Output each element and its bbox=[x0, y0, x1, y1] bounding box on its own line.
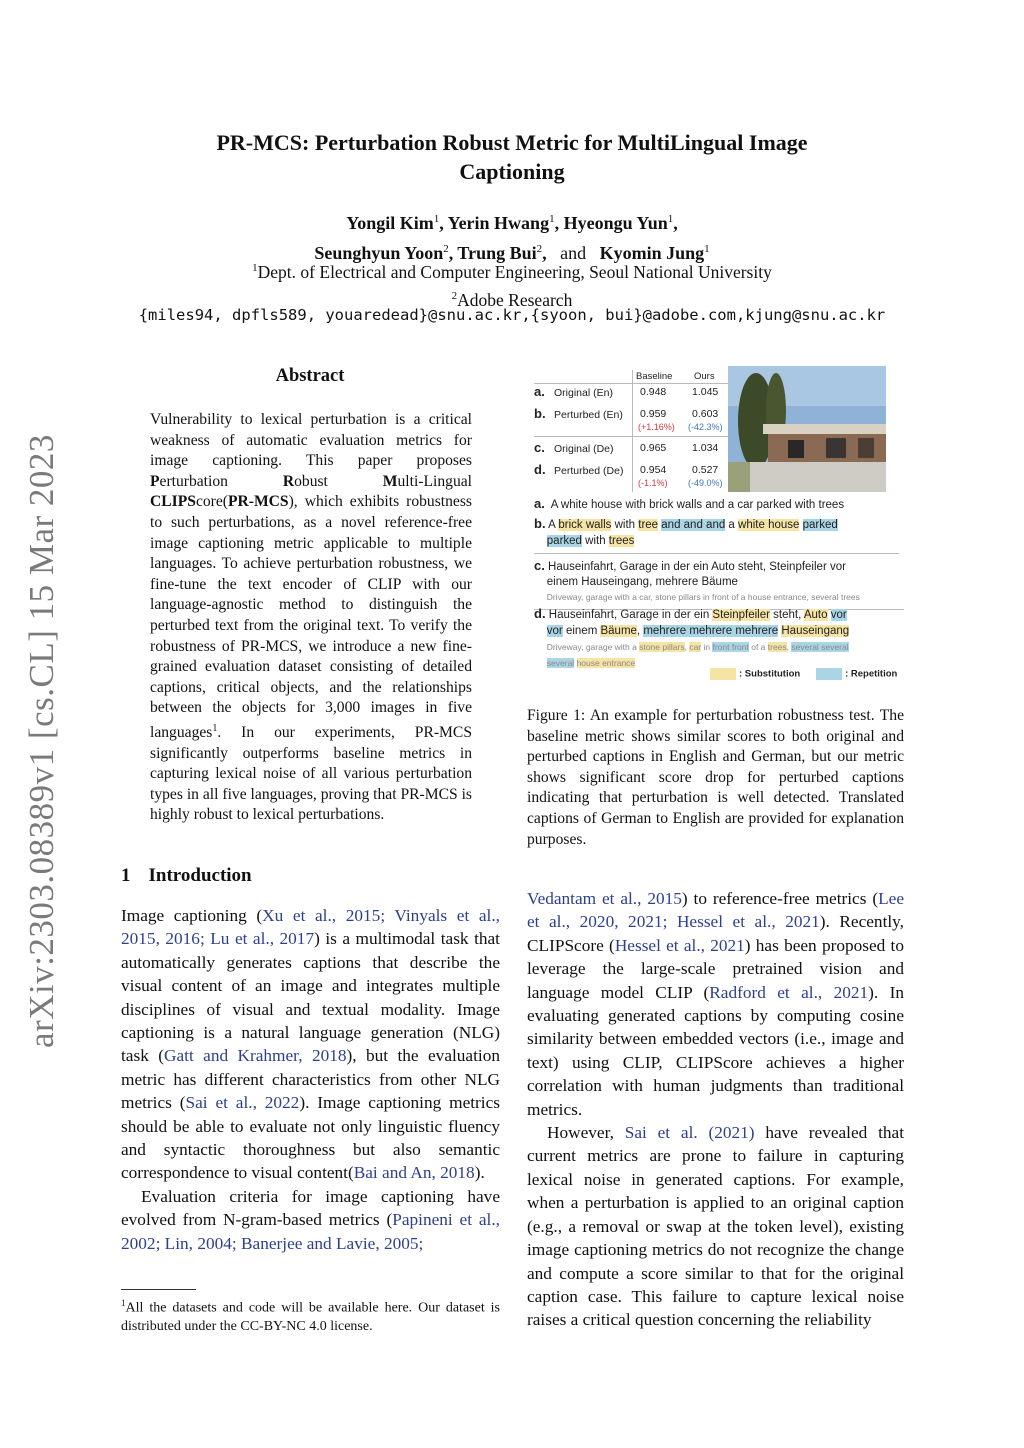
author-list: Yongil Kim$^1$, Yerin Hwang$^1$, Hyeongu Yun$^1$, Seunghyun Yoon$^2$, Trung Bui$^2$, and Kyomin Jung$^1$ bbox=[314, 213, 710, 263]
text: ), but the evaluation metric has different characteristics from other NLG metrics ( bbox=[121, 1046, 500, 1113]
right-column-text bbox=[527, 887, 904, 1332]
house-image bbox=[728, 366, 886, 492]
citation-link[interactable]: Lee et al., 2020, 2021; Hessel et al., 2021 bbox=[527, 889, 904, 932]
affiliation-2: Adobe Research bbox=[457, 289, 573, 310]
citation-link[interactable]: Radford et al., 2021 bbox=[709, 982, 869, 1002]
caption-b: b. A brick walls with tree and and and a white house parked parked with trees bbox=[534, 516, 899, 554]
author-emails: {miles94, dpfls589, youaredead}@snu.ac.kr,{syoon, bui}@adobe.com,kjung@snu.ac.kr bbox=[138, 306, 886, 324]
affiliation-mark: 1 bbox=[704, 243, 710, 255]
paragraph bbox=[121, 1185, 500, 1255]
baseline-score: 0.959 bbox=[640, 408, 667, 420]
row-label: b. bbox=[534, 406, 546, 421]
ours-score: 0.527 bbox=[692, 464, 719, 476]
caption-c bbox=[534, 558, 904, 610]
row-name: Perturbed (De) bbox=[554, 465, 624, 477]
substitution-swatch bbox=[710, 668, 736, 680]
affiliation-mark: 2 bbox=[451, 289, 458, 302]
author-name: Kyomin Jung bbox=[599, 243, 705, 263]
figure-legend bbox=[710, 668, 897, 680]
legend-label: : Repetition bbox=[845, 668, 898, 680]
citation-link[interactable]: Bai and An, 2018 bbox=[353, 1163, 475, 1183]
affiliations bbox=[100, 256, 924, 312]
acronym-letter: R bbox=[282, 472, 295, 490]
section-title: Introduction bbox=[148, 865, 252, 886]
affiliation-1: Dept. of Electrical and Computer Engineering, Seoul National University bbox=[257, 261, 772, 282]
caption-text: Hauseinfahrt, Garage in der ein Auto steht, Steinpfeiler vor bbox=[548, 561, 846, 573]
citation-link[interactable]: Gatt and Krahmer, 2018 bbox=[164, 1046, 347, 1066]
affiliation-mark: 1 bbox=[549, 213, 555, 225]
title-line-1: PR-MCS: Perturbation Robust Metric for MultiLingual Image bbox=[216, 130, 808, 155]
affiliation-mark: 1 bbox=[252, 262, 258, 274]
footnote-rule bbox=[121, 1289, 196, 1290]
repetition-swatch bbox=[816, 668, 842, 680]
legend-label: : Substitution bbox=[739, 668, 801, 680]
text: Image captioning ( bbox=[121, 906, 263, 925]
text: ) has been proposed to leverage the large-scale pretrained vision and language model CLIP ( bbox=[527, 935, 904, 1002]
ours-score: 1.045 bbox=[692, 386, 719, 398]
text: ). Image captioning metrics should be able to evaluate not only linguistic fluency and syntactic thoroughness but also semantic correspondence to visual content( bbox=[121, 1093, 500, 1183]
row-label: b. bbox=[534, 516, 546, 531]
text: ) to reference-free metrics ( bbox=[681, 889, 879, 908]
abstract-body bbox=[150, 410, 472, 826]
text: ). In evaluating generated captions by computing cosine similarity between embedded vectors (i.e., image and text) using CLIP, CLIPScore achieves a higher correlation with human judgments than traditional metrics. bbox=[527, 982, 904, 1119]
citation-link[interactable]: Vedantam et al., 2015 bbox=[527, 889, 682, 908]
score-table bbox=[534, 366, 728, 492]
acronym-letter: M bbox=[382, 472, 398, 490]
abstract-heading: Abstract bbox=[275, 366, 345, 386]
text: However, bbox=[547, 1123, 625, 1143]
row-label: c. bbox=[534, 558, 545, 573]
abstract-text: obust bbox=[294, 472, 383, 490]
footnote-mark[interactable]: 1 bbox=[212, 722, 218, 734]
row-label: a. bbox=[534, 384, 545, 399]
figure-caption: Figure 1: An example for perturbation robustness test. The baseline metric shows similar scores to both original and perturbed captions in English and German, but our metric shows significant score drop for perturbed captions indicating that perturbation is well detected. Translated captions of German to English are provided for explanation purposes. bbox=[527, 707, 904, 848]
citation-link[interactable]: Papineni et al., 2002; Lin, 2004; Banerjee and Lavie, 2005; bbox=[121, 1210, 501, 1253]
ours-score: 0.603 bbox=[692, 408, 719, 420]
footnote-mark: 1 bbox=[121, 1298, 126, 1308]
arxiv-stamp: arXiv:2303.08389v1 [cs.CL] 15 Mar 2023 bbox=[22, 434, 61, 1048]
translation-text: Driveway, garage with a car, stone pillars in front of a house entrance, several trees bbox=[546, 592, 860, 602]
author-name: Hyeongu Yun bbox=[563, 213, 668, 233]
citation-link[interactable]: Sai et al., 2022 bbox=[185, 1093, 300, 1113]
house-photo bbox=[728, 366, 886, 492]
baseline-score: 0.954 bbox=[640, 464, 667, 476]
row-label: c. bbox=[534, 440, 545, 455]
caption-d: d. Hauseinfahrt, Garage in der ein Steinpfeiler steht, Auto vor vor einem Bäume, mehrere mehrere mehrere Hauseingang Driveway, garage with a stone pillars, car in front front of a trees, several several several house entrance bbox=[534, 606, 850, 668]
ours-score: 1.034 bbox=[692, 442, 719, 454]
abstract-text: Vulnerability to lexical perturbation is a critical weakness of automatic evaluation metrics for image captioning. This paper proposes bbox=[150, 411, 472, 470]
acronym: PR-MCS bbox=[227, 493, 289, 511]
paragraph bbox=[527, 1121, 904, 1332]
text: ) is a multimodal task that automatically generates captions that describe the visual content of an image and integrates multiple disciplines of visual and textual modality. Image captioning is a natural language generation (NLG) task ( bbox=[121, 929, 500, 1066]
column-header-ours: Ours bbox=[694, 371, 715, 382]
caption-text: A white house with brick walls and a car parked with trees bbox=[550, 499, 845, 511]
baseline-score: 0.965 bbox=[640, 442, 667, 454]
citation-link[interactable]: Sai et al. (2021) bbox=[624, 1123, 755, 1143]
caption-text: einem Hauseingang, mehrere Bäume bbox=[546, 576, 738, 588]
text: have revealed that current metrics are prone to failure in capturing lexical noise in generated captions. For example, when a perturbation is applied to an original caption (e.g., a removal or swap at the token level), existing image captioning metrics do not recognize the change and compute a score similar to that for the original caption case. This failure to capture lexical noise raises a critical question concerning the reliability bbox=[527, 1123, 904, 1330]
and-word: and bbox=[560, 243, 587, 263]
baseline-score: 0.948 bbox=[640, 386, 667, 398]
author-name: Yongil Kim bbox=[346, 213, 434, 233]
row-name: Original (De) bbox=[554, 443, 614, 455]
acronym-letter: CLIPS bbox=[150, 493, 196, 511]
citation-link[interactable]: Xu et al., 2015; Vinyals et al., 2015, 2016; Lu et al., 2017 bbox=[121, 906, 501, 949]
section-heading-introduction bbox=[121, 865, 252, 887]
affiliation-mark: 2 bbox=[443, 243, 449, 255]
author-name: Yerin Hwang bbox=[447, 213, 550, 233]
caption-a bbox=[534, 496, 904, 511]
abstract-text: ulti-Lingual bbox=[397, 472, 472, 490]
baseline-delta: (-1.1%) bbox=[638, 478, 668, 488]
abstract-text: erturbation bbox=[159, 472, 283, 490]
acronym-letter: P bbox=[150, 472, 160, 490]
text: Evaluation criteria for image captioning have evolved from N-gram-based metrics ( bbox=[121, 1186, 500, 1230]
footnote bbox=[121, 1294, 500, 1336]
title-line-2: Captioning bbox=[459, 159, 565, 184]
abstract-text: core( bbox=[195, 493, 228, 511]
paragraph bbox=[121, 904, 500, 1185]
paper-title bbox=[150, 128, 874, 186]
row-name: Original (En) bbox=[554, 387, 613, 399]
row-label: a. bbox=[534, 496, 545, 511]
baseline-delta: (+1.16%) bbox=[638, 422, 675, 432]
row-label: d. bbox=[534, 462, 546, 477]
author-name: Seunghyun Yoon bbox=[314, 243, 444, 263]
citation-link[interactable]: Hessel et al., 2021 bbox=[614, 935, 745, 955]
figure-1 bbox=[534, 366, 904, 686]
row-label: d. bbox=[534, 606, 546, 621]
author-name: Trung Bui bbox=[457, 243, 537, 263]
text: ). Recently, CLIPScore ( bbox=[527, 912, 905, 955]
affiliation-mark: 1 bbox=[667, 213, 674, 225]
column-header-baseline: Baseline bbox=[636, 371, 673, 382]
paragraph bbox=[527, 887, 904, 1121]
row-name: Perturbed (En) bbox=[554, 409, 623, 421]
abstract-text: . In our experiments, PR-MCS significantly outperforms baseline metrics in capturing lexical noise of all various perturbation types in all five languages, proving that PR-MCS is highly robust to lexical perturbations. bbox=[150, 724, 472, 824]
abstract-text: ), which exhibits robustness to such perturbations, as a novel reference-free image captioning metric applicable to multiple languages. To achieve perturbation robustness, we fine-tune the text encoder of CLIP with our language-agnostic method to distinguish the perturbed text from the original text. To verify the robustness of PR-MCS, we introduce a new fine-grained evaluation dataset consisting of detailed captions, critical objects, and the relationships between the objects for 3,000 images in five languages bbox=[150, 493, 472, 742]
section-number: 1 bbox=[121, 865, 131, 886]
ours-delta: (-42.3%) bbox=[688, 422, 723, 432]
footnote-text: All the datasets and code will be available here. Our dataset is distributed under the CC-BY-NC 4.0 license. bbox=[121, 1300, 500, 1334]
affiliation-mark: 2 bbox=[536, 243, 543, 255]
text: ). bbox=[474, 1163, 485, 1183]
affiliation-mark: 1 bbox=[433, 213, 440, 225]
ours-delta: (-49.0%) bbox=[688, 478, 723, 488]
left-column-text bbox=[121, 904, 500, 1255]
